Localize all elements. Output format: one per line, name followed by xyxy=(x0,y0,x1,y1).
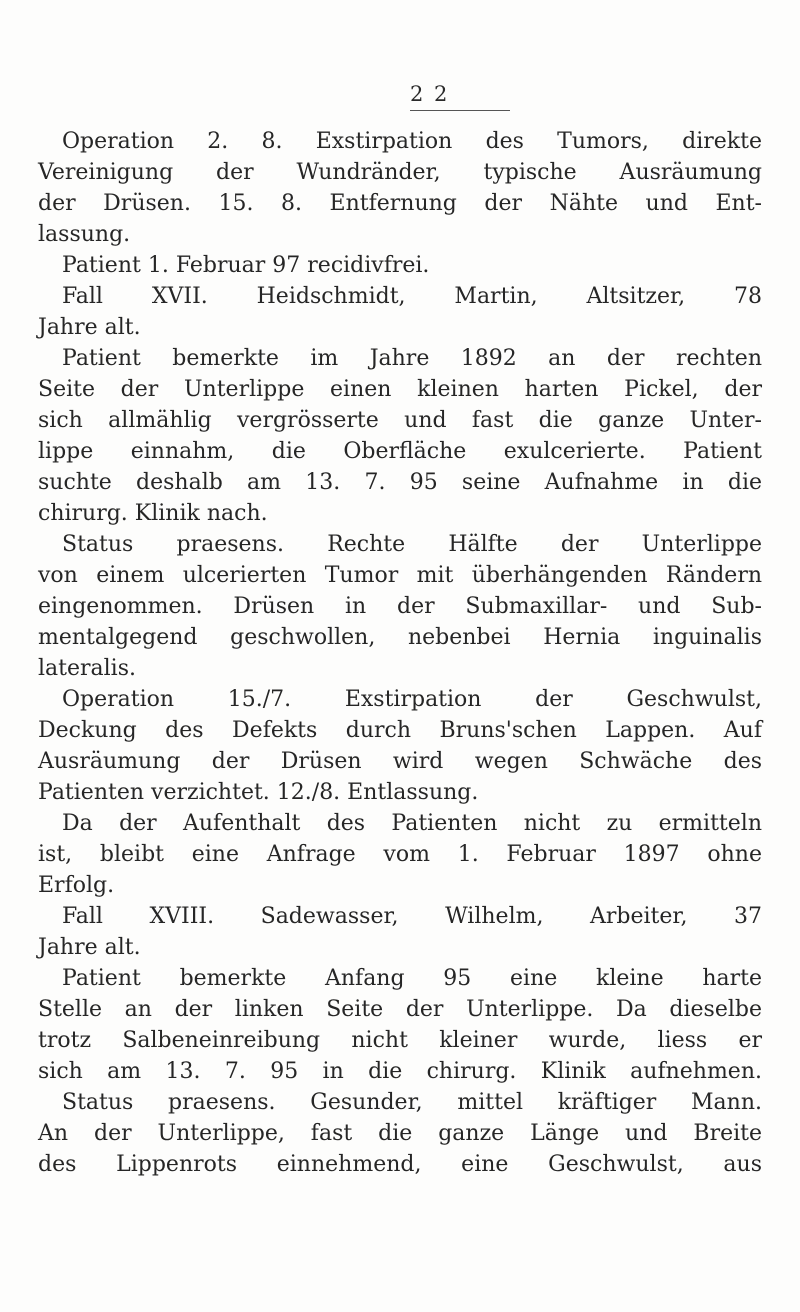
text-line: Patient bemerkte Anfang 95 eine kleine harte xyxy=(62,966,762,991)
text-line: von einem ulcerierten Tumor mit überhängenden Rändern xyxy=(38,563,762,588)
text-line: lippe einnahm, die Oberfläche exulcerierte. Patient xyxy=(38,439,762,464)
text-line: Operation 15./7. Exstirpation der Geschwulst, xyxy=(62,687,762,712)
text-line: Fall XVIII. Sadewasser, Wilhelm, Arbeiter, 37 xyxy=(62,904,762,929)
text-line: trotz Salbeneinreibung nicht kleiner wurde, liess er xyxy=(38,1028,762,1053)
text-line: Erfolg. xyxy=(38,873,115,898)
page-number-rule xyxy=(410,110,510,111)
text-line: Vereinigung der Wundränder, typische Ausräumung xyxy=(38,160,762,185)
text-line: chirurg. Klinik nach. xyxy=(38,501,268,526)
text-line: eingenommen. Drüsen in der Submaxillar- und Sub- xyxy=(38,594,762,619)
text-line: Status praesens. Rechte Hälfte der Unterlippe xyxy=(62,532,762,557)
text-line: An der Unterlippe, fast die ganze Länge und Breite xyxy=(38,1121,762,1146)
page-number: 2 2 xyxy=(410,82,450,106)
text-line: suchte deshalb am 13. 7. 95 seine Aufnahme in die xyxy=(38,470,762,495)
text-line: Da der Aufenthalt des Patienten nicht zu ermitteln xyxy=(62,811,762,836)
text-line: Operation 2. 8. Exstirpation des Tumors, direkte xyxy=(62,129,762,154)
text-line: Patient 1. Februar 97 recidivfrei. xyxy=(62,253,430,278)
text-line: Fall XVII. Heidschmidt, Martin, Altsitzer, 78 xyxy=(62,284,762,309)
text-line: sich am 13. 7. 95 in die chirurg. Klinik aufnehmen. xyxy=(38,1059,762,1084)
text-line: Jahre alt. xyxy=(38,935,141,960)
text-line: Patient bemerkte im Jahre 1892 an der rechten xyxy=(62,346,762,371)
text-line: lassung. xyxy=(38,222,131,247)
text-line: Patienten verzichtet. 12./8. Entlassung. xyxy=(38,780,479,805)
text-line: sich allmählig vergrösserte und fast die ganze Unter- xyxy=(38,408,762,433)
text-line: des Lippenrots einnehmend, eine Geschwulst, aus xyxy=(38,1152,762,1177)
text-line: Seite der Unterlippe einen kleinen harten Pickel, der xyxy=(38,377,762,402)
text-line: der Drüsen. 15. 8. Entfernung der Nähte und Ent- xyxy=(38,191,762,216)
text-line: Jahre alt. xyxy=(38,315,141,340)
text-line: lateralis. xyxy=(38,656,137,681)
text-line: ist, bleibt eine Anfrage vom 1. Februar 1897 ohne xyxy=(38,842,762,867)
text-line: Stelle an der linken Seite der Unterlippe. Da dieselbe xyxy=(38,997,762,1022)
text-line: Ausräumung der Drüsen wird wegen Schwäche des xyxy=(38,749,762,774)
body-text xyxy=(38,126,762,1180)
text-line: mentalgegend geschwollen, nebenbei Hernia inguinalis xyxy=(38,625,762,650)
text-line: Status praesens. Gesunder, mittel kräftiger Mann. xyxy=(62,1090,762,1115)
text-line: Deckung des Defekts durch Bruns'schen Lappen. Auf xyxy=(38,718,762,743)
